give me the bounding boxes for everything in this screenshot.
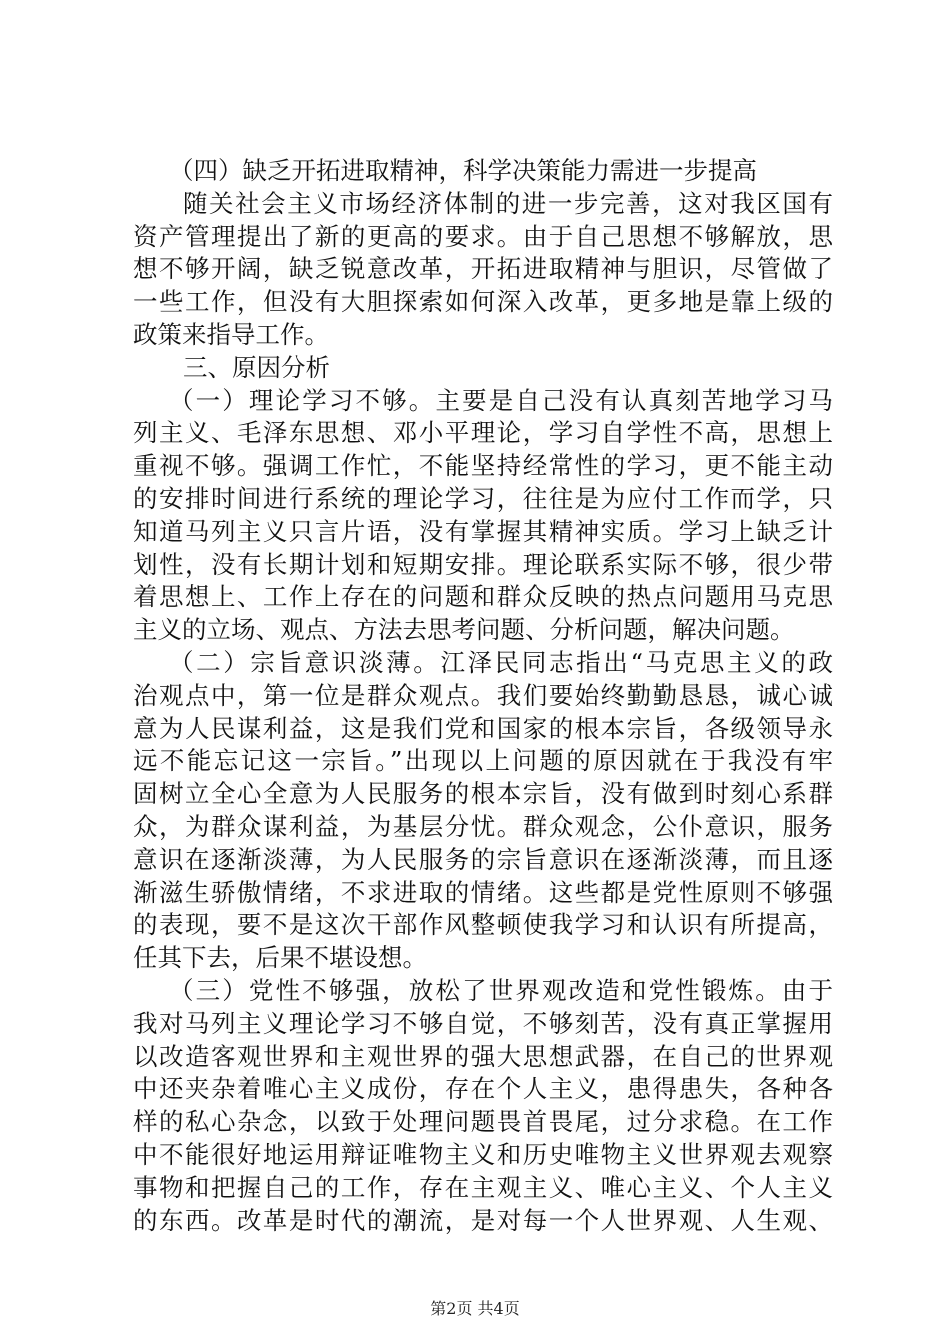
paragraph-line: 资产管理提出了新的更高的要求。由于自己思想不够解放，思 [133, 221, 833, 251]
paragraph-line: 划性，没有长期计划和短期安排。理论联系实际不够，很少带 [133, 549, 833, 579]
paragraph-line: 中还夹杂着唯心主义成份，存在个人主义，患得患失，各种各 [133, 1074, 833, 1104]
paragraph-line: 意为人民谋利益，这是我们党和国家的根本宗旨，各级领导永 [133, 713, 833, 743]
paragraph-line: （一）理论学习不够。主要是自己没有认真刻苦地学习马 [169, 385, 833, 415]
section-heading: 三、原因分析 [183, 352, 330, 382]
paragraph-line: 任其下去，后果不堪设想。 [133, 943, 427, 973]
paragraph-line: （三）党性不够强，放松了世界观改造和党性锻炼。由于 [169, 975, 833, 1005]
paragraph-line: 渐滋生骄傲情绪，不求进取的情绪。这些都是党性原则不够强 [133, 877, 833, 907]
paragraph-line: 着思想上、工作上存在的问题和群众反映的热点问题用马克思 [133, 582, 833, 612]
paragraph-line: 的安排时间进行系统的理论学习，往往是为应付工作而学，只 [133, 483, 833, 513]
paragraph-line: 政策来指导工作。 [133, 319, 329, 349]
paragraph-line: 随关社会主义市场经济体制的进一步完善，这对我区国有 [183, 188, 833, 218]
paragraph-line: 众，为群众谋利益，为基层分忧。群众观念，公仆意识，服务 [133, 811, 833, 841]
paragraph-line: 样的私心杂念，以致于处理问题畏首畏尾，过分求稳。在工作 [133, 1107, 833, 1137]
paragraph-line: 列主义、毛泽东思想、邓小平理论，学习自学性不高，思想上 [133, 418, 833, 448]
paragraph-line: 中不能很好地运用辩证唯物主义和历史唯物主义世界观去观察 [133, 1139, 833, 1169]
paragraph-line: 固树立全心全意为人民服务的根本宗旨，没有做到时刻心系群 [133, 779, 833, 809]
paragraph-line: 重视不够。强调工作忙，不能坚持经常性的学习，更不能主动 [133, 451, 833, 481]
paragraph-line: 一些工作，但没有大胆探索如何深入改革，更多地是靠上级的 [133, 287, 833, 317]
paragraph-line: （二）宗旨意识淡薄。江泽民同志指出“马克思主义的政 [169, 647, 833, 677]
paragraph-line: 远不能忘记这一宗旨。”出现以上问题的原因就在于我没有牢 [133, 746, 833, 776]
paragraph-line: 的东西。改革是时代的潮流，是对每一个人世界观、人生观、 [133, 1205, 833, 1235]
heading-four: （四）缺乏开拓进取精神，科学决策能力需进一步提高 [169, 156, 757, 185]
paragraph-line: 想不够开阔，缺乏锐意改革，开拓进取精神与胆识，尽管做了 [133, 254, 833, 284]
paragraph-line: 我对马列主义理论学习不够自觉，不够刻苦，没有真正掌握用 [133, 1008, 833, 1038]
page-number-footer: 第2页 共4页 [430, 1299, 520, 1318]
paragraph-line: 知道马列主义只言片语，没有掌握其精神实质。学习上缺乏计 [133, 516, 833, 546]
paragraph-line: 主义的立场、观点、方法去思考问题、分析问题，解决问题。 [133, 615, 795, 645]
paragraph-line: 以改造客观世界和主观世界的强大思想武器，在自己的世界观 [133, 1041, 833, 1071]
paragraph-line: 事物和把握自己的工作，存在主观主义、唯心主义、个人主义 [133, 1172, 833, 1202]
paragraph-line: 治观点中，第一位是群众观点。我们要始终勤勤恳恳，诚心诚 [133, 680, 833, 710]
paragraph-line: 意识在逐渐淡薄，为人民服务的宗旨意识在逐渐淡薄，而且逐 [133, 844, 833, 874]
paragraph-line: 的表现，要不是这次干部作风整顿使我学习和认识有所提高， [133, 910, 833, 940]
body-text [133, 155, 833, 1237]
